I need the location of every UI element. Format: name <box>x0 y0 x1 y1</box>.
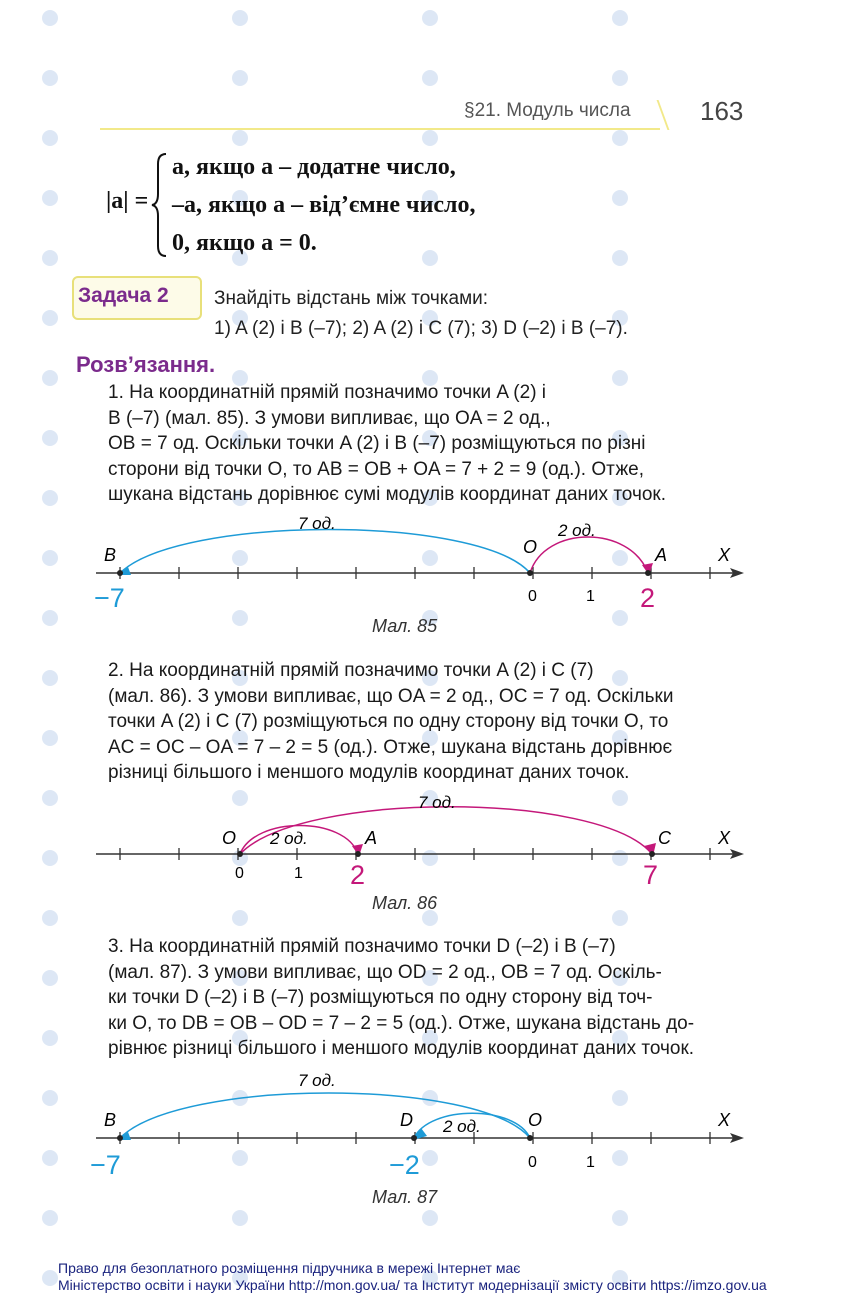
watermark-mark <box>42 250 58 266</box>
watermark-mark <box>612 70 628 86</box>
paragraph-line: OB = 7 од. Оскільки точки A (2) і B (–7) розміщуються по різні <box>108 433 646 454</box>
label-o: O <box>528 1110 543 1130</box>
watermark-mark <box>42 970 58 986</box>
figure-86-number-line <box>0 786 856 892</box>
paragraph-line: B (–7) (мал. 85). З умови випливає, що OA = 2 од., <box>108 407 551 429</box>
label-x: X <box>718 828 731 848</box>
watermark-mark <box>42 730 58 746</box>
header-rule <box>100 128 660 130</box>
label-b: B <box>104 545 117 565</box>
watermark-mark <box>232 910 248 926</box>
label-d: D <box>400 1110 413 1130</box>
tick-label-1: 1 <box>586 588 595 605</box>
arc-ob <box>120 530 530 574</box>
big-label-minus-7: −7 <box>90 1150 121 1180</box>
label-a: A <box>655 545 668 565</box>
tick-label-1: 1 <box>294 865 303 882</box>
solution-paragraph-3 <box>108 934 744 1062</box>
formula-brace <box>150 150 170 260</box>
paragraph-line: (мал. 86). З умови випливає, що OA = 2 од., OC = 7 од. Оскільки <box>108 685 674 707</box>
big-label-minus-2: −2 <box>389 1150 420 1180</box>
paragraph-line: 3. На координатній прямій позначимо точки D (–2) і B (–7) <box>108 936 616 957</box>
paragraph-line: ки O, то DB = OB – OD = 7 – 2 = 5 (од.). Отже, шукана відстань до- <box>108 1012 695 1034</box>
watermark-mark <box>42 1270 58 1286</box>
tick-label-1: 1 <box>586 1154 595 1171</box>
watermark-mark <box>232 10 248 26</box>
watermark-mark <box>612 10 628 26</box>
header-slash <box>657 100 670 130</box>
watermark-mark <box>232 1210 248 1226</box>
tick-label-0: 0 <box>528 1154 537 1171</box>
formula-case-3: 0, якщо a = 0. <box>172 230 317 256</box>
label-a: A <box>365 828 378 848</box>
label-c: C <box>658 828 671 848</box>
point-c <box>649 851 655 857</box>
paragraph-line: шукана відстань дорівнює сумі модулів координат даних точок. <box>108 484 667 505</box>
solution-paragraph-1 <box>108 380 744 508</box>
paragraph-line: ки точки D (–2) і B (–7) розміщуються по одну сторону від точ- <box>108 987 653 1008</box>
point-d <box>411 1135 417 1141</box>
task-label: Задача 2 <box>78 284 169 307</box>
watermark-mark <box>42 490 58 506</box>
formula-case-1: a, якщо a – додатне число, <box>172 154 456 180</box>
figure-85-caption: Мал. 85 <box>372 616 438 636</box>
task-line-1: Знайдіть відстань між точками: <box>214 288 489 309</box>
paragraph-line: 1. На координатній прямій позначимо точки A (2) і <box>108 382 547 403</box>
big-label-minus-7: −7 <box>94 583 125 613</box>
watermark-mark <box>42 70 58 86</box>
point-a <box>645 570 651 576</box>
section-title: §21. Модуль числа <box>464 100 631 121</box>
footer-line-1: Право для безоплатного розміщення підручника в мережі Інтернет має <box>58 1260 521 1276</box>
watermark-mark <box>42 1030 58 1046</box>
point-b <box>117 1135 123 1141</box>
paragraph-line: (мал. 87). З умови випливає, що OD = 2 од., OB = 7 од. Оскіль- <box>108 961 662 983</box>
point-a <box>355 851 361 857</box>
tick-label-0: 0 <box>235 865 244 882</box>
watermark-mark <box>42 910 58 926</box>
axis <box>96 849 744 859</box>
solution-paragraph-2 <box>108 658 744 786</box>
label-2-units: 2 од. <box>270 829 308 848</box>
formula-lhs: |a| = <box>106 188 149 214</box>
watermark-mark <box>42 370 58 386</box>
label-2-units: 2 од. <box>443 1117 481 1136</box>
paragraph-line: AC = OC – OA = 7 – 2 = 5 (од.). Отже, шукана відстань дорівнює <box>108 736 673 758</box>
watermark-mark <box>232 70 248 86</box>
watermark-mark <box>42 130 58 146</box>
watermark-mark <box>42 310 58 326</box>
big-label-2: 2 <box>350 860 366 890</box>
formula-case-2: –a, якщо a – від’ємне число, <box>172 192 476 218</box>
figure-87-number-line <box>0 1050 856 1180</box>
big-label-2: 2 <box>640 583 656 613</box>
point-o <box>237 851 243 857</box>
watermark-mark <box>42 10 58 26</box>
label-7-units: 7 од. <box>298 514 336 533</box>
point-o <box>527 570 533 576</box>
watermark-mark <box>232 130 248 146</box>
point-o <box>527 1135 533 1141</box>
watermark-mark <box>612 190 628 206</box>
label-7-units: 7 од. <box>418 793 456 812</box>
watermark-mark <box>612 910 628 926</box>
watermark-mark <box>612 130 628 146</box>
label-2-units: 2 од. <box>558 521 596 540</box>
watermark-mark <box>42 670 58 686</box>
big-label-7: 7 <box>643 860 659 890</box>
label-o: O <box>523 537 538 557</box>
watermark-mark <box>42 1210 58 1226</box>
watermark-mark <box>422 130 438 146</box>
arc-oa <box>530 537 648 573</box>
label-o: O <box>222 828 237 848</box>
tick-label-0: 0 <box>528 588 537 605</box>
watermark-mark <box>42 190 58 206</box>
page-number: 163 <box>700 96 744 126</box>
figure-85-number-line <box>0 505 856 620</box>
label-b: B <box>104 1110 117 1130</box>
label-x: X <box>718 1110 731 1130</box>
watermark-mark <box>612 1210 628 1226</box>
paragraph-line: сторони від точки O, то AB = OB + OA = 7 + 2 = 9 (од.). Отже, <box>108 458 645 480</box>
figure-86-caption: Мал. 86 <box>372 893 438 913</box>
label-x: X <box>718 545 731 565</box>
paragraph-line: рівнює різниці більшого і меншого модулів координат даних точок. <box>108 1038 695 1059</box>
paragraph-line: точки A (2) і C (7) розміщуються по одну сторону від точки O, то <box>108 711 669 732</box>
point-b <box>117 570 123 576</box>
watermark-mark <box>612 250 628 266</box>
footer-line-2: Міністерство освіти і науки України http://mon.gov.ua/ та Інститут модернізації змісту освіти https://imzo.gov.ua <box>58 1277 767 1293</box>
solution-title: Розв’язання. <box>76 352 216 377</box>
figure-87-caption: Мал. 87 <box>372 1187 438 1207</box>
watermark-mark <box>422 250 438 266</box>
watermark-mark <box>42 430 58 446</box>
paragraph-line: різниці більшого і меншого модулів координат даних точок. <box>108 762 630 783</box>
label-7-units: 7 од. <box>298 1071 336 1090</box>
paragraph-line: 2. На координатній прямій позначимо точки A (2) і C (7) <box>108 660 594 681</box>
watermark-mark <box>422 1210 438 1226</box>
task-line-2: 1) A (2) і B (–7); 2) A (2) і C (7); 3) D (–2) і B (–7). <box>214 318 628 339</box>
watermark-mark <box>422 70 438 86</box>
watermark-mark <box>422 10 438 26</box>
